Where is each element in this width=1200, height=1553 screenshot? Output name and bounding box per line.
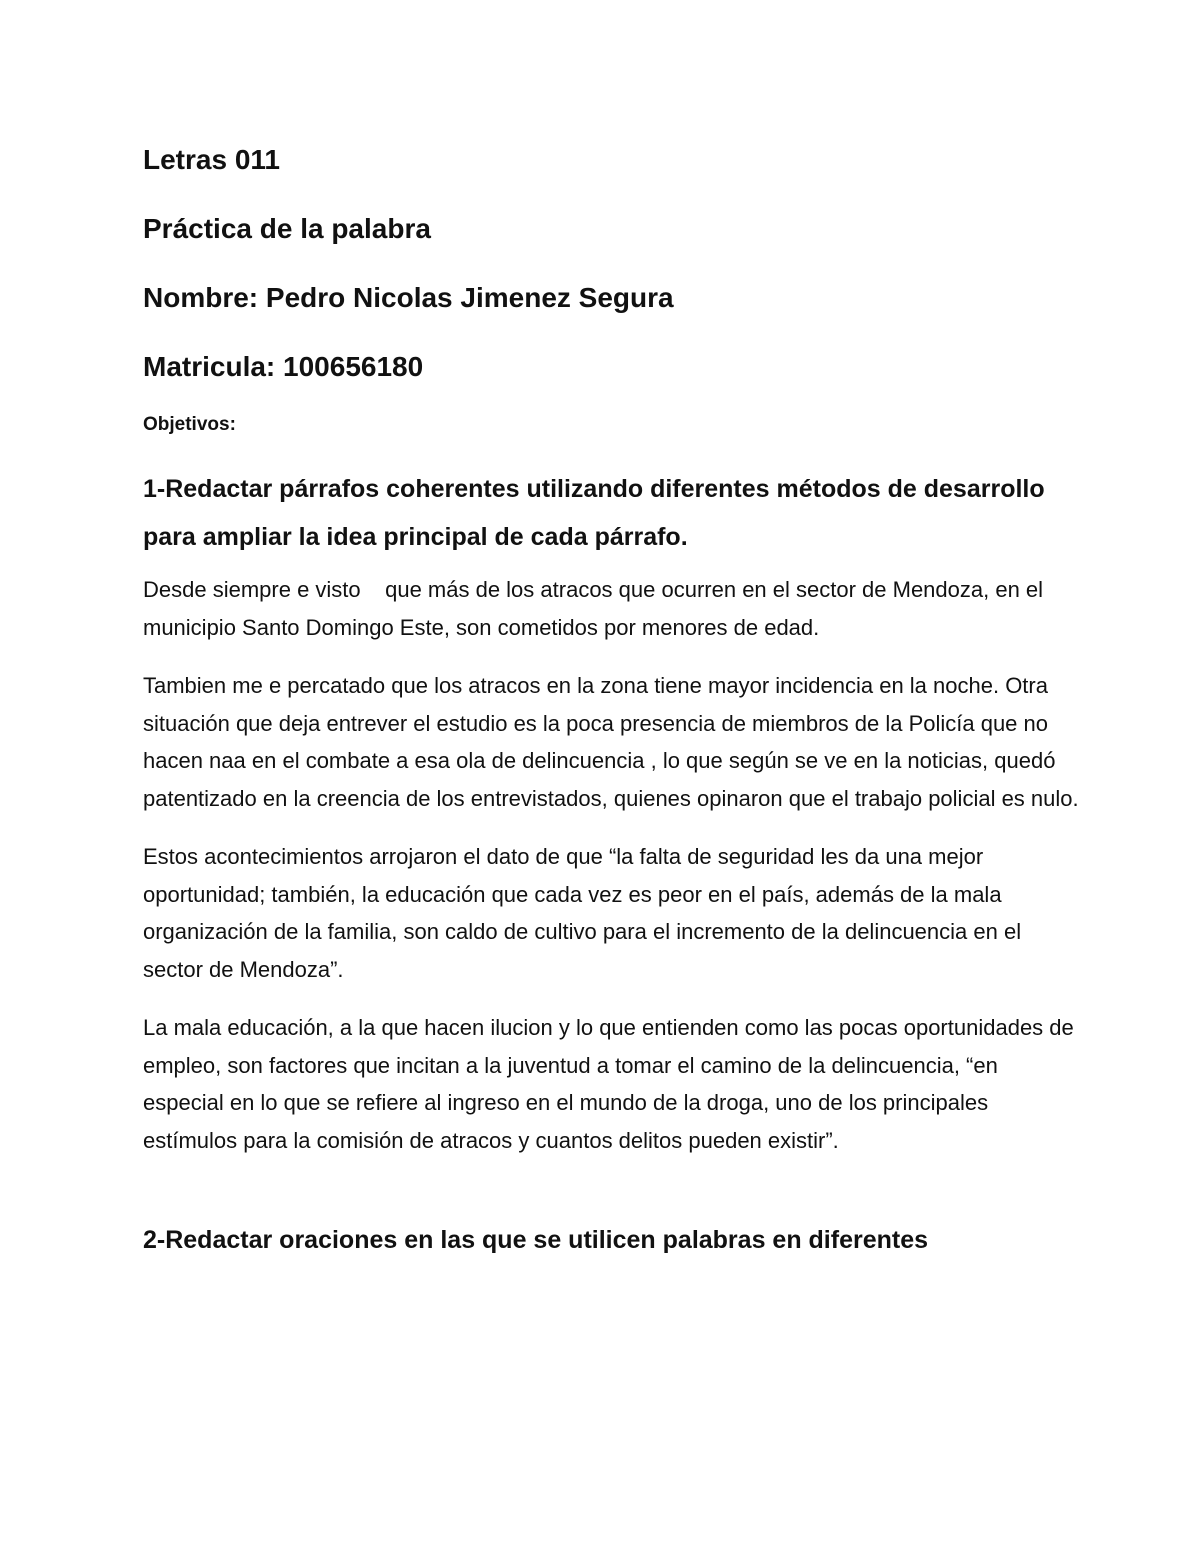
paragraph-2: Tambien me e percatado que los atracos en la zona tiene mayor incidencia en la noche. Otra situación que deja entrever el estudio es la poca presencia de miembros de la Policía que no hacen naa en el combate a esa ola de delincuencia , lo que según se ve en la noticias, quedó patentizado en la creencia de los entrevistados, quienes opinaron que el trabajo policial es nulo. <box>143 673 1079 811</box>
document-body <box>143 140 1083 1274</box>
assignment-title: Práctica de la palabra <box>143 213 431 244</box>
section-spacer <box>143 1180 1083 1216</box>
course-title: Letras 011 <box>143 144 280 175</box>
student-name: Nombre: Pedro Nicolas Jimenez Segura <box>143 282 674 313</box>
paragraph-4: La mala educación, a la que hacen ilucion y lo que entienden como las pocas oportunidades de empleo, son factores que incitan a la juventud a tomar el camino de la delincuencia, “en especial en lo que se refiere al ingreso en el mundo de la droga, uno de los principales estímulos para la comisión de atracos y cuantos delitos pueden existir”. <box>143 1015 1074 1153</box>
paragraph-1: Desde siempre e visto que más de los atracos que ocurren en el sector de Mendoza, en el municipio Santo Domingo Este, son cometidos por menores de edad. <box>143 577 1050 640</box>
objective-2: 2-Redactar oraciones en las que se utilicen palabras en diferentes <box>143 1226 929 1254</box>
student-id: Matricula: 100656180 <box>143 351 424 382</box>
paragraph-3: Estos acontecimientos arrojaron el dato de que “la falta de seguridad les da una mejor oportunidad; también, la educación que cada vez es peor en el país, además de la mala organización de la familia, son caldo de cultivo para el incremento de la delincuencia en el sector de Mendoza”. <box>143 844 1022 982</box>
objectives-label: Objetivos: <box>143 414 236 435</box>
objective-1: 1-Redactar párrafos coherentes utilizando diferentes métodos de desarrollo para ampliar la idea principal de cada párrafo. <box>143 475 1045 551</box>
